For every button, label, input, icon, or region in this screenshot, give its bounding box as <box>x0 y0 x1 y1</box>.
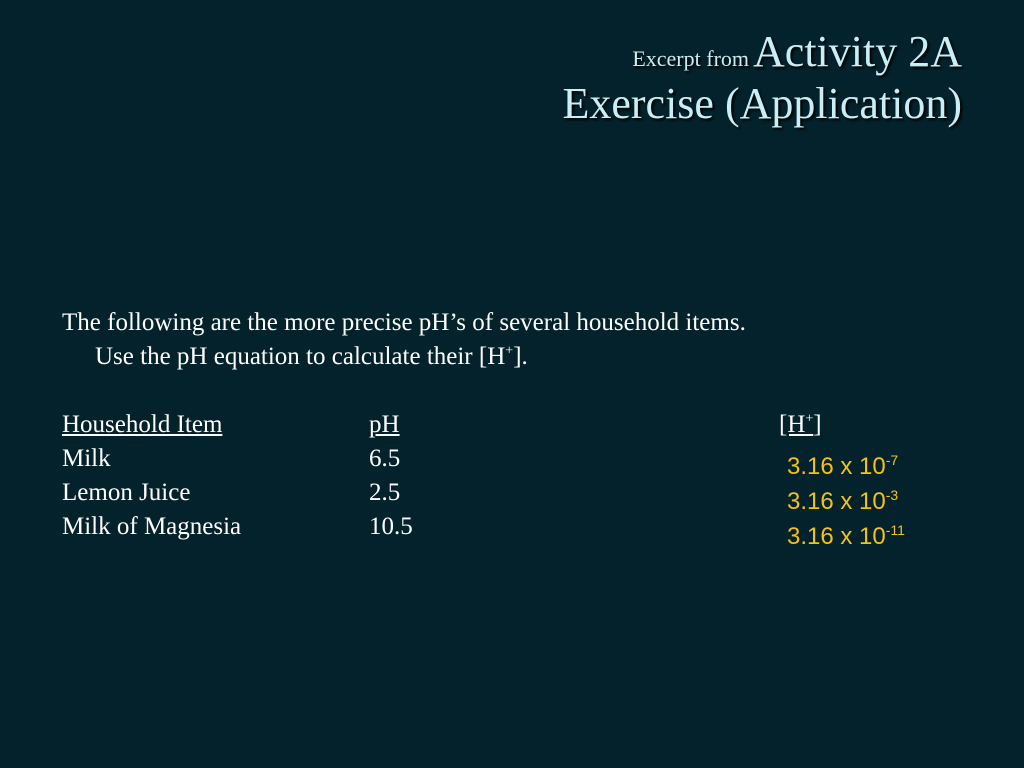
header-h-close: ] <box>813 411 822 438</box>
header-h-open: [H <box>779 411 806 438</box>
title-line-1 <box>562 26 962 78</box>
slide-title <box>562 26 962 130</box>
title-line-2: Exercise (Application) <box>562 79 962 128</box>
row-ph: 10.5 <box>369 513 413 540</box>
answer-base: 3.16 x 10 <box>787 488 886 515</box>
row-item: Milk of Magnesia <box>62 513 242 540</box>
answer-exponent: -11 <box>885 522 905 538</box>
title-prefix: Excerpt from <box>632 46 750 71</box>
h-concentration-answers <box>787 449 905 554</box>
title-main: Activity 2A <box>753 27 962 76</box>
answer-base: 3.16 x 10 <box>787 523 886 550</box>
intro-paragraph <box>62 306 962 374</box>
intro-line-1: The following are the more precise pH’s of several household items. <box>62 309 746 336</box>
intro-line-2 <box>62 340 962 374</box>
answer-base: 3.16 x 10 <box>787 453 886 480</box>
header-household-item: Household Item <box>62 411 223 438</box>
row-item: Milk <box>62 445 111 472</box>
row-ph: 6.5 <box>369 445 401 472</box>
answer-lemon-juice <box>787 484 905 519</box>
intro-line-2-end: ]. <box>513 343 528 370</box>
answer-exponent: -7 <box>885 452 899 468</box>
answer-milk-of-magnesia <box>787 519 905 554</box>
row-ph: 2.5 <box>369 479 401 506</box>
answer-milk <box>787 449 905 484</box>
header-h-concentration <box>779 408 822 442</box>
answer-exponent: -3 <box>885 487 899 503</box>
intro-line-2-text: Use the pH equation to calculate their [H <box>95 343 506 370</box>
header-ph: pH <box>369 411 400 438</box>
header-h-superscript: + <box>805 411 814 427</box>
intro-superscript: + <box>505 343 514 359</box>
row-item: Lemon Juice <box>62 479 191 506</box>
